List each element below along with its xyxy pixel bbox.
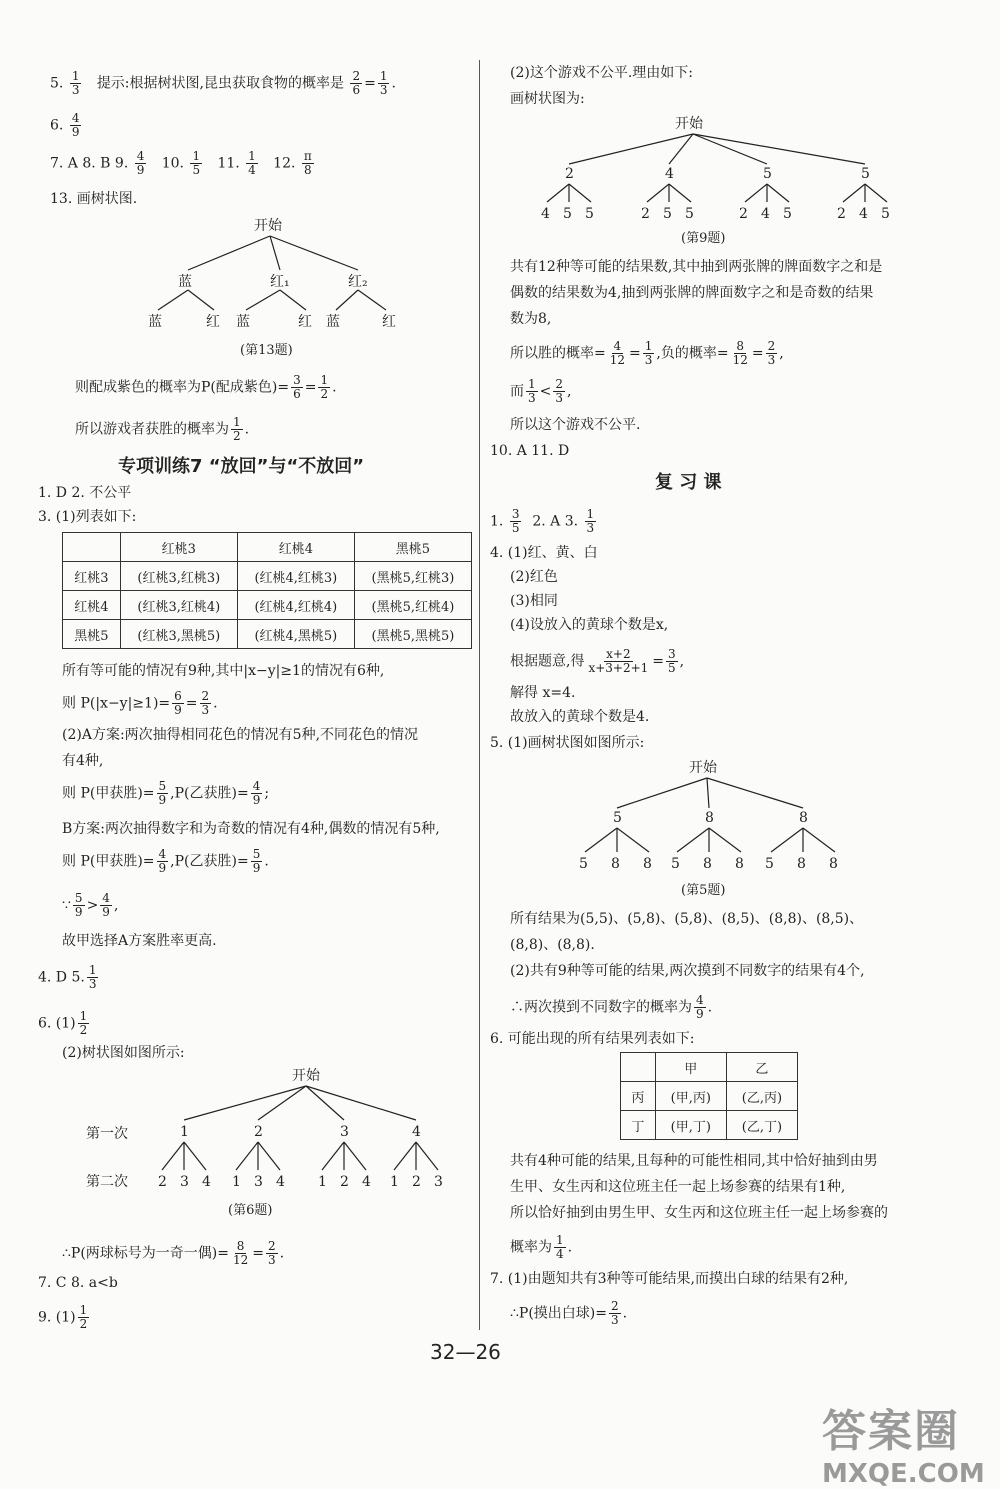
review-5-3: (8,8)、(8,8). — [510, 937, 595, 953]
review-4-1: 4. (1)红、黄、白 — [490, 545, 598, 561]
text: ∵ — [62, 897, 71, 914]
item-3: 3. (1)列表如下: — [38, 509, 137, 525]
table-cell: 红桃4 — [63, 591, 121, 620]
review-6-5: 概率为 $\frac{1}{4}$ . — [510, 1233, 573, 1261]
tree-node: 2 — [254, 1124, 263, 1140]
text: ∴两次摸到不同数字的概率为 — [510, 999, 692, 1016]
fraction: $\frac{5}{9}$ — [74, 891, 83, 919]
table-cell: (黑桃5,黑桃5) — [354, 620, 471, 649]
text: 则 P(|x−y|≥1)= — [62, 695, 171, 712]
fraction: $\frac{1}{3}$ — [644, 339, 653, 367]
item-9-2: (2)这个游戏不公平.理由如下: — [510, 65, 693, 81]
table-cell: (红桃4,黑桃5) — [237, 620, 354, 649]
text: 则 P(甲获胜)= — [62, 853, 155, 870]
tree-leaf: 5 — [663, 206, 672, 222]
tree-leaf: 8 — [829, 856, 838, 872]
watermark-url: MXQE.COM — [822, 1459, 985, 1489]
tree-leaf: 2 — [739, 206, 748, 222]
review-5-1: 5. (1)画树状图如图所示: — [490, 735, 645, 751]
table-cell: (乙,丁) — [726, 1111, 797, 1140]
fraction: $\frac{4}{12}$ — [609, 339, 626, 367]
table-cell: (红桃3,红桃4) — [120, 591, 237, 620]
tree-node: 5 — [613, 810, 622, 826]
tree-leaf: 4 — [761, 206, 770, 222]
review-4-7: 故放入的黄球个数是4. — [510, 709, 650, 725]
fraction: $\frac{4}{9}$ — [71, 111, 80, 139]
review-6-2: 共有4种可能的结果,且每种的可能性相同,其中恰好抽到由男 — [510, 1153, 878, 1169]
tree-root: 开始 — [675, 116, 703, 132]
item-4-5 — [38, 964, 100, 991]
fraction: $\frac{1}{2}$ — [233, 415, 241, 443]
tree-leaf: 5 — [563, 206, 572, 222]
fraction: $\frac{1}{2}$ — [79, 1009, 88, 1037]
item-3-i: 故甲选择A方案胜率更高. — [62, 933, 217, 949]
table-cell: (黑桃5,红桃3) — [354, 562, 471, 591]
fraction: $\frac{4}{9}$ — [252, 779, 261, 807]
tree-caption: (第6题) — [228, 1203, 273, 1218]
tree-leaf: 5 — [671, 856, 680, 872]
table-3 — [62, 532, 472, 649]
item-7-8: 7. C 8. a<b — [38, 1275, 118, 1291]
tree-root: 开始 — [689, 760, 717, 776]
tree-root: 开始 — [254, 218, 282, 234]
review-4-6: 解得 x=4. — [510, 685, 576, 701]
tree-leaf: 蓝 — [236, 314, 250, 330]
review-6-3: 生甲、女生丙和这位班主任一起上场参赛的结果有1种, — [510, 1179, 846, 1195]
tree-leaf: 2 — [837, 206, 846, 222]
item-6-num: 6. — [50, 117, 64, 134]
fraction: $\frac{3}{6}$ — [293, 373, 301, 401]
item-9-text-2: 偶数的结果数为4,抽到两张牌的牌面数字之和是奇数的结果 — [510, 285, 874, 301]
table-cell: 黑桃5 — [354, 533, 471, 562]
tree-leaf: 8 — [735, 856, 744, 872]
item-6-2: (2)树状图如图所示: — [62, 1045, 185, 1061]
tree-leaf: 4 — [202, 1174, 211, 1190]
tree-node: 1 — [180, 1124, 189, 1140]
row-label: 第二次 — [86, 1174, 128, 1190]
text: 1. — [490, 513, 504, 530]
fraction: $\frac{6}{9}$ — [174, 689, 182, 717]
item-5-hint: 提示:根据树状图,昆虫获取食物的概率是 — [96, 75, 344, 92]
text: 2. A 3. — [532, 513, 579, 530]
item-5-num: 5. — [50, 75, 64, 92]
item-6-1 — [38, 1010, 91, 1037]
table-cell: (红桃4,红桃3) — [237, 562, 354, 591]
text: 根据题意,得 — [510, 653, 585, 670]
tree-leaf: 2 — [158, 1174, 167, 1190]
tree-caption: (第13题) — [240, 343, 293, 358]
table-cell: 甲 — [655, 1053, 726, 1082]
table-cell: (乙,丙) — [726, 1082, 797, 1111]
text: 所以游戏者获胜的概率为 — [75, 421, 229, 438]
fraction: $\frac{2}{3}$ — [201, 689, 210, 717]
fraction: $\frac{1}{2}$ — [79, 1303, 88, 1331]
fraction: $\frac{4}{9}$ — [136, 149, 145, 177]
text: 6. (1) — [38, 1015, 76, 1032]
tree-leaf: 3 — [254, 1174, 263, 1190]
tree-leaf: 8 — [703, 856, 712, 872]
item-13: 13. 画树状图. — [50, 191, 138, 207]
item-3-a: 所有等可能的情况有9种,其中|x−y|≥1的情况有6种, — [62, 663, 385, 679]
item-9-text-6: 所以这个游戏不公平. — [510, 417, 641, 433]
item-10-11: 10. A 11. D — [490, 443, 570, 459]
review-4-2: (2)红色 — [510, 569, 558, 585]
fraction: $\frac{4}{9}$ — [158, 847, 167, 875]
tree-node: 5 — [861, 166, 870, 182]
table-cell: (红桃3,黑桃5) — [120, 620, 237, 649]
tree-leaf: 5 — [579, 856, 588, 872]
tree-leaf: 蓝 — [326, 314, 340, 330]
table-cell: 黑桃5 — [63, 620, 121, 649]
page-number: 32—26 — [430, 1340, 501, 1364]
fraction: $\frac{1}{3}$ — [88, 963, 97, 991]
table-cell — [63, 533, 121, 562]
tree-root: 开始 — [292, 1068, 320, 1084]
review-4-4: (4)设放入的黄球个数是x, — [510, 617, 669, 633]
tree-leaf: 蓝 — [148, 314, 162, 330]
fraction: $\frac{1}{3}$ — [586, 507, 595, 535]
table-row — [621, 1111, 798, 1140]
tree-leaf: 5 — [685, 206, 694, 222]
text: ,负的概率= — [656, 345, 729, 362]
item-9-text-5: 而 $\frac{1}{3}$ < $\frac{2}{3}$ , — [510, 377, 572, 405]
tree-leaf: 2 — [641, 206, 650, 222]
tree-node: 蓝 — [178, 274, 192, 290]
item-9-tree-intro: 画树状图为: — [510, 91, 585, 107]
tree-leaf: 红 — [206, 314, 220, 330]
fraction: $\frac{8}{12}$ — [732, 339, 748, 367]
table-row — [63, 591, 472, 620]
tree-leaf: 5 — [783, 206, 792, 222]
item-6-3: ∴P(两球标号为一奇一偶)= $\frac{8}{12}$ = $\frac{2}{3}$ . — [62, 1239, 285, 1267]
fraction: $\frac{1}{2}$ — [320, 373, 329, 401]
review-6-1: 6. 可能出现的所有结果列表如下: — [490, 1031, 695, 1047]
row-label: 第一次 — [86, 1126, 128, 1142]
item-9-text-3: 数为8, — [510, 311, 552, 327]
fraction: $\frac{5}{9}$ — [158, 779, 167, 807]
item-13-a: 则配成紫色的概率为P(配成紫色)= $\frac{3}{6}$ = $\frac{1}{2}$ . — [75, 373, 337, 401]
item-9-1 — [38, 1304, 91, 1331]
fraction: $\frac{2}{3}$ — [268, 1239, 276, 1267]
table-row — [63, 562, 472, 591]
item-3-d: 有4种, — [62, 753, 104, 769]
review-1-3 — [490, 508, 598, 535]
fraction: $\frac{3}{5}$ — [511, 507, 520, 535]
review-4-3: (3)相同 — [510, 593, 558, 609]
tree-leaf: 4 — [859, 206, 868, 222]
text: 概率为 — [510, 1239, 552, 1256]
fraction: $\frac{x+2}{x+3+2+1}$ — [588, 647, 649, 675]
text: ,P(乙获胜)= — [170, 785, 249, 802]
text: 所以胜的概率= — [510, 345, 606, 362]
tree-leaf: 2 — [412, 1174, 421, 1190]
table-cell: 红桃3 — [120, 533, 237, 562]
tree-leaf: 4 — [362, 1174, 371, 1190]
fraction: $\frac{3}{5}$ — [668, 647, 676, 675]
item-3-c: (2)A方案:两次抽得相同花色的情况有5种,不同花色的情况 — [62, 727, 419, 743]
tree-diagram-6 — [80, 1060, 470, 1230]
tree-diagram-5 — [565, 752, 865, 902]
text: ∴P(两球标号为一奇一偶)= — [62, 1245, 229, 1262]
text: 而 — [510, 383, 524, 400]
tree-leaf: 4 — [541, 206, 550, 222]
items-7-9-text: 7. A 8. B 9. — [50, 155, 129, 172]
text: ∴P(摸出白球)= — [510, 1305, 607, 1322]
review-7-1: 7. (1)由题知共有3种等可能结果,而摸出白球的结果有2种, — [490, 1271, 849, 1287]
review-5-4: (2)共有9种等可能的结果,两次摸到不同数字的结果有4个, — [510, 963, 865, 979]
fraction: $\frac{2}{3}$ — [767, 339, 776, 367]
fraction: $\frac{2}{3}$ — [555, 377, 564, 405]
table-row — [621, 1082, 798, 1111]
fraction: $\frac{1}{3}$ — [71, 69, 80, 97]
fraction: $\frac{8}{12}$ — [232, 1239, 249, 1267]
item-5: 5. $\frac{1}{3}$ 提示:根据树状图,昆虫获取食物的概率是 $\frac{2}{6}$ = $\frac{1}{3}$ . — [50, 69, 396, 97]
fraction: $\frac{2}{6}$ — [352, 69, 361, 97]
text: ,P(乙获胜)= — [170, 853, 249, 870]
text: 4. D 5. — [38, 969, 85, 986]
item-9-text-4: 所以胜的概率= $\frac{4}{12}$ = $\frac{1}{3}$ ,负的概率= $\frac{8}{12}$ = $\frac{2}{3}$ , — [510, 339, 784, 367]
fraction: $\frac{1}{5}$ — [192, 149, 201, 177]
fraction: $\frac{1}{3}$ — [528, 377, 536, 405]
item-1-2: 1. D 2. 不公平 — [38, 485, 132, 501]
tree-leaf: 5 — [881, 206, 890, 222]
section-title: 复 习 课 — [655, 472, 722, 493]
tree-leaf: 3 — [180, 1174, 189, 1190]
tree-node: 5 — [763, 166, 772, 182]
table-header-row — [621, 1053, 798, 1082]
tree-leaf: 1 — [390, 1174, 399, 1190]
tree-diagram-9 — [525, 108, 925, 248]
review-5-2: 所有结果为(5,5)、(5,8)、(5,8)、(8,5)、(8,8)、(8,5)、 — [510, 911, 864, 927]
tree-leaf: 8 — [611, 856, 620, 872]
text: 则配成紫色的概率为P(配成紫色)= — [75, 379, 290, 396]
item-3-h: ∵ $\frac{5}{9}$ > $\frac{4}{9}$ , — [62, 891, 119, 919]
tree-leaf: 5 — [585, 206, 594, 222]
item-3-e: 则 P(甲获胜)= $\frac{5}{9}$ ,P(乙获胜)= $\frac{4}{9}$ ; — [62, 779, 270, 807]
tree-caption: (第9题) — [681, 231, 726, 246]
tree-node: 8 — [705, 810, 714, 826]
item-13-b: 所以游戏者获胜的概率为 $\frac{1}{2}$ . — [75, 415, 250, 443]
tree-node: 红₁ — [270, 274, 290, 290]
tree-leaf: 1 — [232, 1174, 241, 1190]
tree-diagram-13 — [130, 212, 420, 362]
tree-leaf: 4 — [276, 1174, 285, 1190]
watermark-logo — [822, 1395, 985, 1489]
table-6 — [620, 1052, 798, 1140]
fraction: $\frac{2}{3}$ — [610, 1299, 619, 1327]
section-title: 专项训练7 “放回”与“不放回” — [118, 456, 365, 477]
text: 则 P(甲获胜)= — [62, 785, 155, 802]
fraction: $\frac{1}{4}$ — [556, 1233, 564, 1261]
fraction: $\frac{4}{9}$ — [102, 891, 110, 919]
item-12-num: 12. — [273, 155, 296, 172]
tree-leaf: 红 — [382, 314, 396, 330]
tree-leaf: 3 — [434, 1174, 443, 1190]
item-10-num: 10. — [161, 155, 184, 172]
table-cell: 丁 — [621, 1111, 656, 1140]
tree-leaf: 8 — [797, 856, 806, 872]
tree-node: 4 — [665, 166, 674, 182]
fraction: $\frac{5}{9}$ — [252, 847, 261, 875]
fraction: $\frac{4}{9}$ — [696, 993, 704, 1021]
table-cell: (红桃3,红桃3) — [120, 562, 237, 591]
tree-node: 4 — [412, 1124, 421, 1140]
tree-leaf: 1 — [318, 1174, 327, 1190]
item-3-g: 则 P(甲获胜)= $\frac{4}{9}$ ,P(乙获胜)= $\frac{5}{9}$ . — [62, 847, 269, 875]
item-9-text-1: 共有12种等可能的结果数,其中抽到两张牌的牌面数字之和是 — [510, 259, 883, 275]
tree-caption: (第5题) — [681, 883, 726, 898]
fraction: $\frac{1}{3}$ — [379, 69, 388, 97]
table-cell: 丙 — [621, 1082, 656, 1111]
column-divider — [479, 60, 480, 1330]
text: 9. (1) — [38, 1309, 76, 1326]
tree-node: 8 — [799, 810, 808, 826]
table-cell: 乙 — [726, 1053, 797, 1082]
review-5-5: ∴两次摸到不同数字的概率为 $\frac{4}{9}$ . — [510, 993, 713, 1021]
table-cell: (甲,丙) — [655, 1082, 726, 1111]
review-4-5: 根据题意,得 $\frac{x+2}{x+3+2+1}$ = $\frac{3}{5}$ , — [510, 647, 685, 675]
item-11-num: 11. — [217, 155, 240, 172]
table-cell: (黑桃5,红桃4) — [354, 591, 471, 620]
table-cell: (甲,丁) — [655, 1111, 726, 1140]
items-7-12 — [50, 150, 316, 177]
table-cell — [621, 1053, 656, 1082]
review-6-4: 所以恰好抽到由男生甲、女生丙和这位班主任一起上场参赛的 — [510, 1205, 888, 1221]
watermark-text: 答案圈 — [822, 1406, 960, 1457]
table-cell: 红桃3 — [63, 562, 121, 591]
tree-leaf: 2 — [340, 1174, 349, 1190]
tree-node: 2 — [565, 166, 574, 182]
table-header-row — [63, 533, 472, 562]
tree-leaf: 红 — [298, 314, 312, 330]
fraction: $\frac{1}{4}$ — [248, 149, 256, 177]
item-3-f: B方案:两次抽得数字和为奇数的情况有4种,偶数的情况有5种, — [62, 821, 440, 837]
item-6 — [50, 112, 83, 139]
tree-node: 红₂ — [348, 274, 368, 290]
fraction: $\frac{\pi}{8}$ — [303, 149, 312, 177]
tree-leaf: 5 — [765, 856, 774, 872]
tree-node: 3 — [340, 1124, 349, 1140]
table-cell: 红桃4 — [237, 533, 354, 562]
table-row — [63, 620, 472, 649]
item-3-b: 则 P(|x−y|≥1)= $\frac{6}{9}$ = $\frac{2}{3}$ . — [62, 689, 218, 717]
tree-leaf: 8 — [643, 856, 652, 872]
table-cell: (红桃4,红桃4) — [237, 591, 354, 620]
review-7-2: ∴P(摸出白球)= $\frac{2}{3}$ . — [510, 1299, 628, 1327]
